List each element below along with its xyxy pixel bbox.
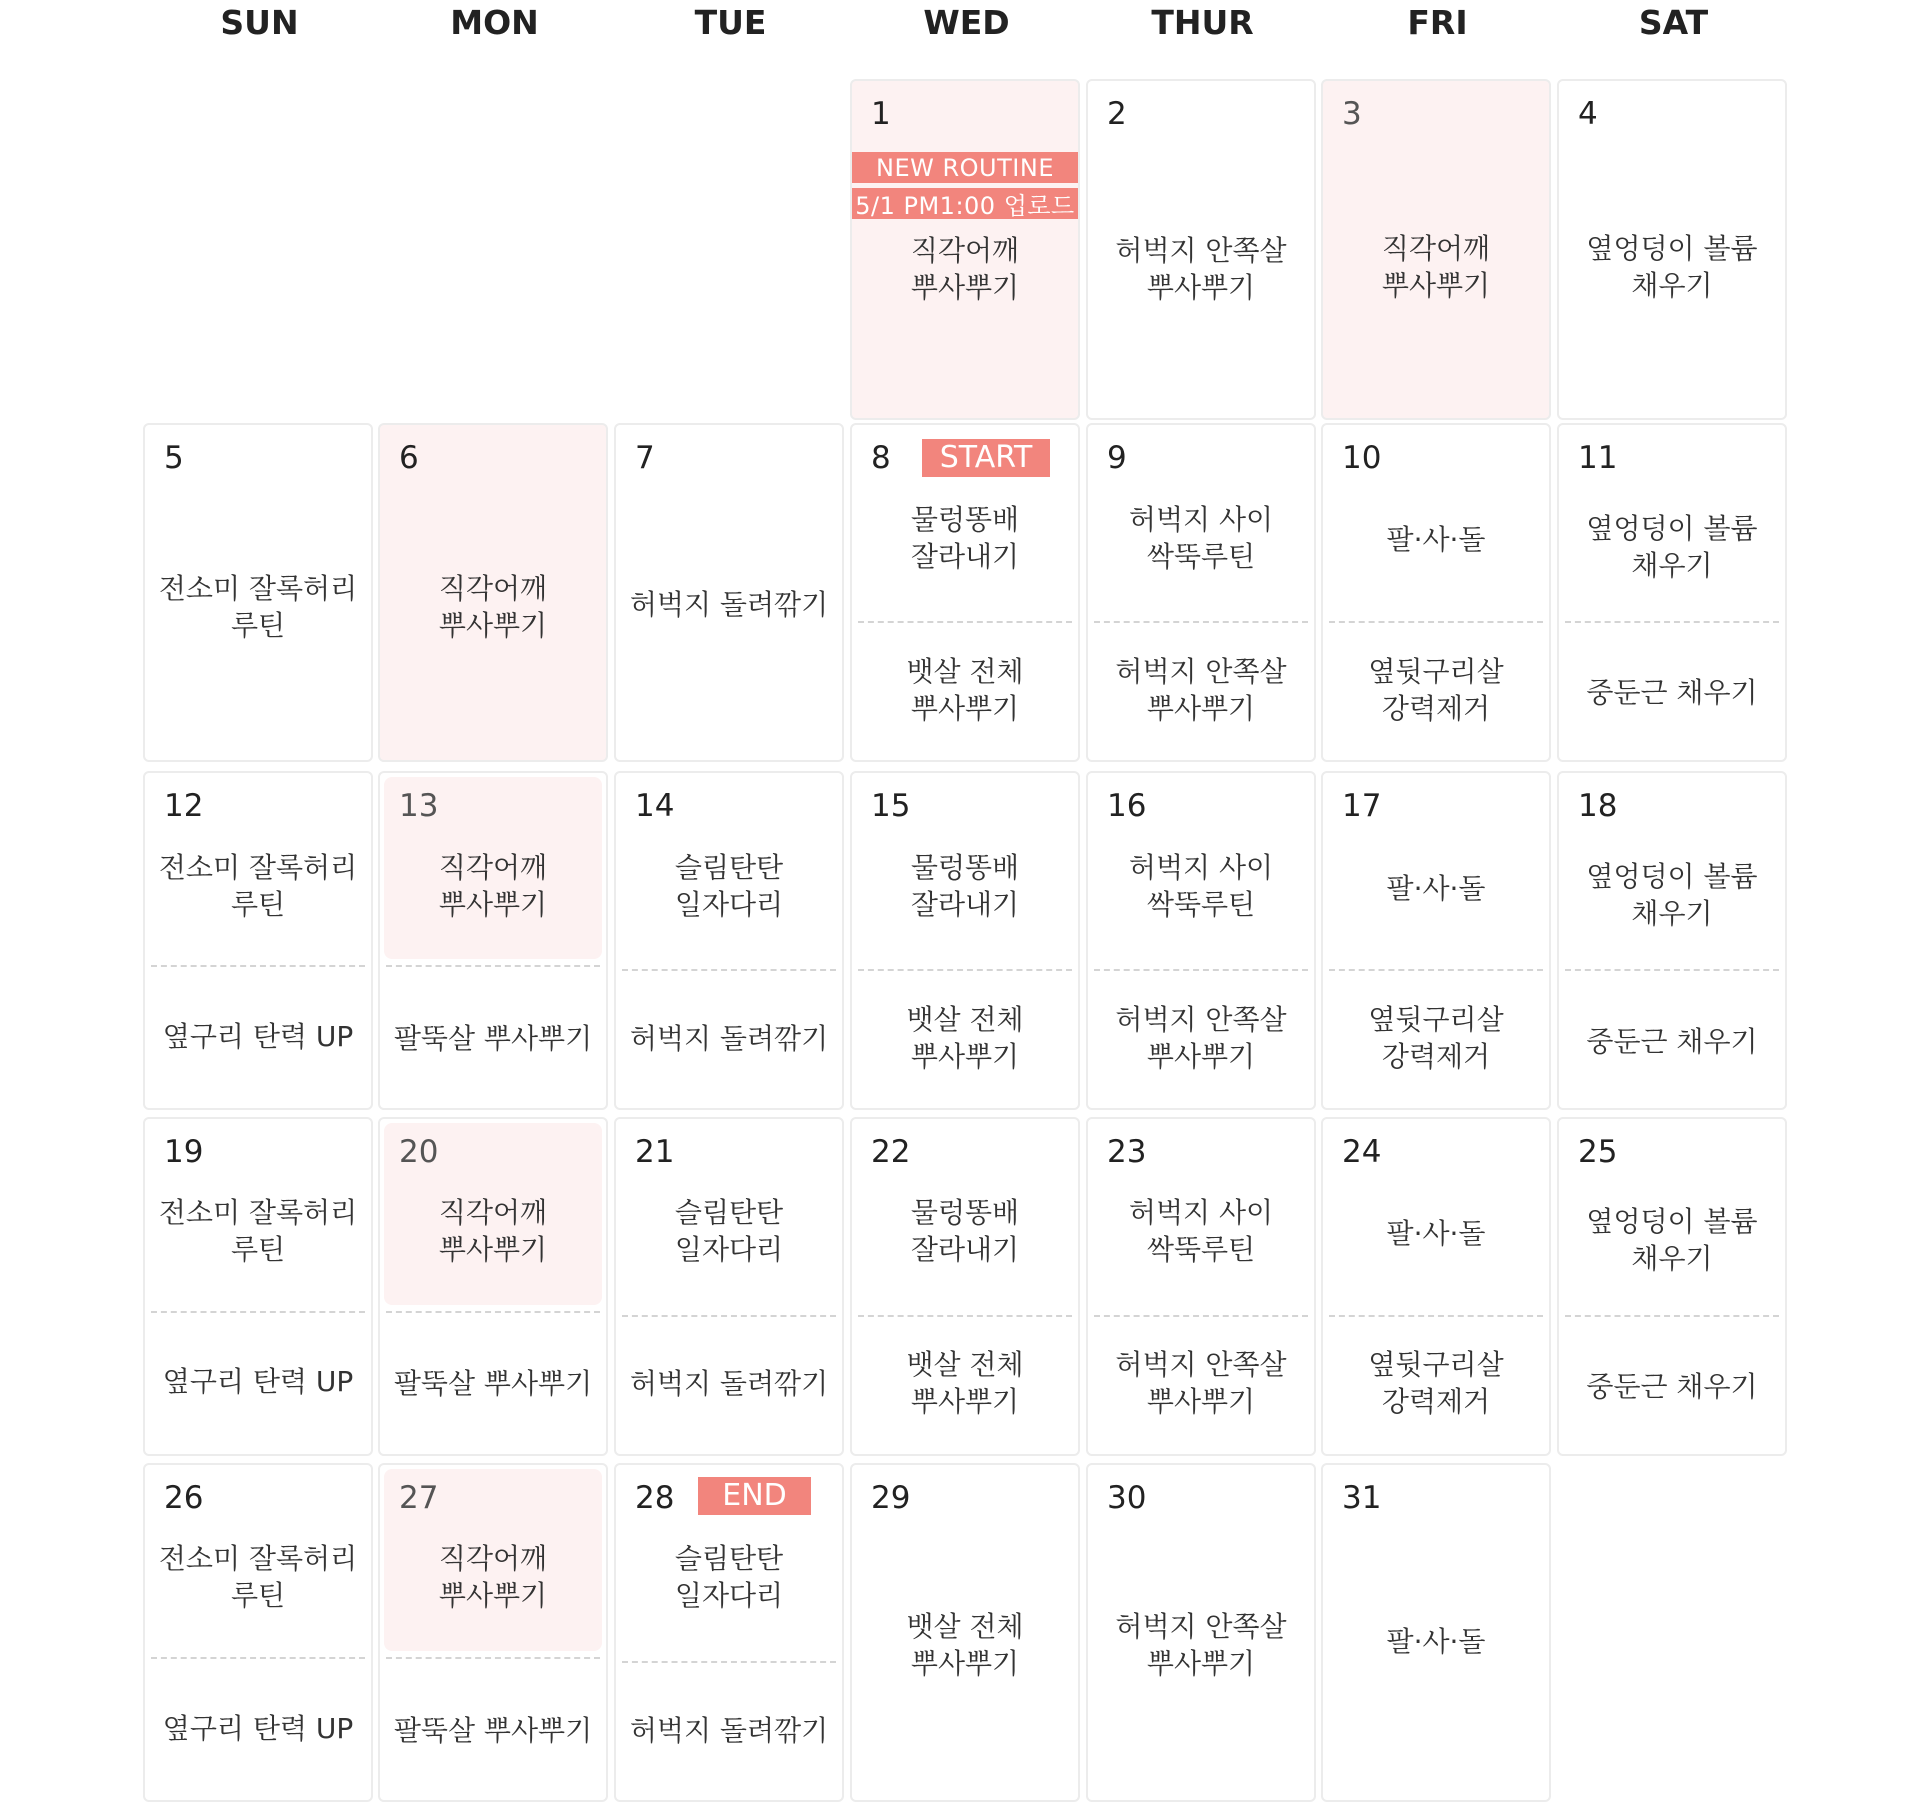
routine-text-top: 허벅지 사이 싹뚝루틴	[1128, 851, 1274, 921]
routine-divider	[1329, 621, 1543, 623]
routine-text-bottom: 옆뒷구리살 강력제거	[1368, 655, 1504, 725]
routine-text-top: 슬림탄탄 일자다리	[674, 851, 784, 921]
day-number: 21	[635, 1134, 675, 1170]
routine-text: 옆엉덩이 볼륨 채우기	[1586, 232, 1758, 302]
day-number: 8	[871, 440, 891, 476]
routine-text-bottom: 중둔근 채우기	[1586, 1025, 1758, 1058]
day-cell-9[interactable]	[1086, 423, 1316, 762]
day-number: 16	[1107, 788, 1147, 824]
day-number: 4	[1578, 96, 1598, 132]
day-number: 27	[399, 1480, 439, 1516]
routine-text-bottom: 허벅지 안쪽살 뿌사뿌기	[1115, 655, 1287, 725]
routine-text-bottom: 허벅지 돌려깎기	[629, 1367, 829, 1400]
day-number: 15	[871, 788, 911, 824]
routine-text: 직각어깨 뿌사뿌기	[1381, 232, 1491, 302]
day-cell-18[interactable]	[1557, 771, 1787, 1110]
day-number: 20	[399, 1134, 439, 1170]
routine-text-top: 허벅지 사이 싹뚝루틴	[1128, 503, 1274, 573]
weekday-mon: MON	[450, 2, 539, 42]
day-number: 18	[1578, 788, 1618, 824]
routine-divider	[386, 965, 600, 967]
day-number: 10	[1342, 440, 1382, 476]
routine-text: 허벅지 안쪽살 뿌사뿌기	[1115, 1610, 1287, 1680]
day-cell-29[interactable]	[850, 1463, 1080, 1802]
start-tag: START	[922, 439, 1050, 477]
routine-divider	[1565, 969, 1779, 971]
routine-text-top: 직각어깨 뿌사뿌기	[438, 851, 548, 921]
routine-text-top: 옆엉덩이 볼륨 채우기	[1586, 512, 1758, 582]
routine-divider	[622, 1661, 836, 1663]
routine-divider	[151, 1311, 365, 1313]
routine-text-bottom: 허벅지 돌려깎기	[629, 1022, 829, 1055]
routine-text-bottom: 팔뚝살 뿌사뿌기	[393, 1367, 593, 1400]
routine-text-bottom: 옆구리 탄력 UP	[162, 1020, 354, 1053]
day-cell-16[interactable]	[1086, 771, 1316, 1110]
routine-divider	[858, 621, 1072, 623]
routine-text-bottom: 허벅지 안쪽살 뿌사뿌기	[1115, 1348, 1287, 1418]
routine-divider	[858, 969, 1072, 971]
day-number: 7	[635, 440, 655, 476]
routine-text-bottom: 뱃살 전체 뿌사뿌기	[906, 655, 1024, 725]
day-cell-12[interactable]	[143, 771, 373, 1110]
routine-text-top: 슬림탄탄 일자다리	[674, 1542, 784, 1612]
routine-text: 팔·사·돌	[1386, 1625, 1486, 1658]
day-number: 3	[1342, 96, 1362, 132]
routine-text: 직각어깨 뿌사뿌기	[438, 572, 548, 642]
day-cell-28[interactable]	[614, 1463, 844, 1802]
routine-text-top: 직각어깨 뿌사뿌기	[438, 1542, 548, 1612]
routine-text-bottom: 옆구리 탄력 UP	[162, 1712, 354, 1745]
day-cell-3[interactable]	[1321, 79, 1551, 420]
routine-text-bottom: 옆뒷구리살 강력제거	[1368, 1003, 1504, 1073]
routine-divider	[1094, 1315, 1308, 1317]
day-number: 17	[1342, 788, 1382, 824]
new-routine-banner: NEW ROUTINE	[852, 152, 1078, 183]
day-cell-31[interactable]	[1321, 1463, 1551, 1802]
routine-text-bottom: 뱃살 전체 뿌사뿌기	[906, 1348, 1024, 1418]
day-cell-11[interactable]	[1557, 423, 1787, 762]
routine-text-top: 옆엉덩이 볼륨 채우기	[1586, 860, 1758, 930]
day-cell-5[interactable]	[143, 423, 373, 762]
weekday-sat: SAT	[1638, 2, 1709, 42]
day-cell-13[interactable]	[378, 771, 608, 1110]
day-number: 11	[1578, 440, 1618, 476]
weekday-sun: SUN	[220, 2, 299, 42]
day-cell-1[interactable]	[850, 79, 1080, 420]
routine-text-bottom: 중둔근 채우기	[1586, 1370, 1758, 1403]
routine-text-top: 슬림탄탄 일자다리	[674, 1196, 784, 1266]
routine-text-bottom: 허벅지 안쪽살 뿌사뿌기	[1115, 1003, 1287, 1073]
routine-divider	[622, 1315, 836, 1317]
day-number: 31	[1342, 1480, 1382, 1516]
routine-divider	[1329, 1315, 1543, 1317]
routine-text-top: 전소미 잘록허리 루틴	[158, 851, 358, 921]
routine-text-bottom: 옆구리 탄력 UP	[162, 1365, 354, 1398]
day-cell-15[interactable]	[850, 771, 1080, 1110]
routine-text-top: 팔·사·돌	[1386, 872, 1486, 905]
routine-divider	[858, 1315, 1072, 1317]
day-number: 12	[164, 788, 204, 824]
routine-divider	[386, 1657, 600, 1659]
routine-text-bottom: 허벅지 돌려깎기	[629, 1714, 829, 1747]
day-number: 30	[1107, 1480, 1147, 1516]
day-number: 26	[164, 1480, 204, 1516]
day-number: 28	[635, 1480, 675, 1516]
upload-time-banner: 5/1 PM1:00 업로드	[852, 188, 1078, 219]
day-number: 5	[164, 440, 184, 476]
day-cell-7[interactable]	[614, 423, 844, 762]
routine-text-top: 직각어깨 뿌사뿌기	[438, 1196, 548, 1266]
routine-text-top: 팔·사·돌	[1386, 523, 1486, 556]
routine-text-bottom: 뱃살 전체 뿌사뿌기	[906, 1003, 1024, 1073]
day-number: 6	[399, 440, 419, 476]
weekday-tue: TUE	[694, 2, 767, 42]
routine-text: 직각어깨 뿌사뿌기	[910, 234, 1020, 304]
day-cell-17[interactable]	[1321, 771, 1551, 1110]
day-number: 24	[1342, 1134, 1382, 1170]
routine-text-top: 옆엉덩이 볼륨 채우기	[1586, 1205, 1758, 1275]
routine-divider	[151, 965, 365, 967]
routine-text-bottom: 팔뚝살 뿌사뿌기	[393, 1022, 593, 1055]
routine-divider	[1094, 621, 1308, 623]
day-number: 22	[871, 1134, 911, 1170]
day-cell-23[interactable]	[1086, 1117, 1316, 1456]
routine-text-top: 물렁똥배 잘라내기	[910, 1196, 1020, 1266]
routine-text-top: 허벅지 사이 싹뚝루틴	[1128, 1196, 1274, 1266]
day-cell-4[interactable]	[1557, 79, 1787, 420]
day-number: 13	[399, 788, 439, 824]
routine-text-top: 전소미 잘록허리 루틴	[158, 1196, 358, 1266]
routine-divider	[151, 1657, 365, 1659]
day-cell-8[interactable]	[850, 423, 1080, 762]
routine-text-top: 물렁똥배 잘라내기	[910, 503, 1020, 573]
day-cell-6[interactable]	[378, 423, 608, 762]
routine-divider	[1565, 1315, 1779, 1317]
routine-text-top: 물렁똥배 잘라내기	[910, 851, 1020, 921]
end-tag: END	[698, 1477, 811, 1515]
day-number: 19	[164, 1134, 204, 1170]
routine-divider	[1329, 969, 1543, 971]
weekday-fri: FRI	[1407, 2, 1468, 42]
day-number: 29	[871, 1480, 911, 1516]
weekday-thur: THUR	[1151, 2, 1254, 42]
routine-text-bottom: 중둔근 채우기	[1586, 676, 1758, 709]
day-number: 23	[1107, 1134, 1147, 1170]
day-cell-21[interactable]	[614, 1117, 844, 1456]
day-number: 9	[1107, 440, 1127, 476]
routine-text-bottom: 옆뒷구리살 강력제거	[1368, 1348, 1504, 1418]
day-cell-19[interactable]	[143, 1117, 373, 1456]
routine-text-top: 전소미 잘록허리 루틴	[158, 1542, 358, 1612]
routine-text: 허벅지 돌려깎기	[629, 588, 829, 621]
routine-divider	[386, 1311, 600, 1313]
day-cell-2[interactable]	[1086, 79, 1316, 420]
routine-divider	[1094, 969, 1308, 971]
day-cell-20[interactable]	[378, 1117, 608, 1456]
routine-text: 뱃살 전체 뿌사뿌기	[906, 1610, 1024, 1680]
routine-text: 전소미 잘록허리 루틴	[158, 572, 358, 642]
routine-text: 허벅지 안쪽살 뿌사뿌기	[1115, 234, 1287, 304]
day-cell-10[interactable]	[1321, 423, 1551, 762]
routine-divider	[622, 969, 836, 971]
day-cell-27[interactable]	[378, 1463, 608, 1802]
day-cell-30[interactable]	[1086, 1463, 1316, 1802]
day-cell-24[interactable]	[1321, 1117, 1551, 1456]
day-number: 25	[1578, 1134, 1618, 1170]
day-cell-25[interactable]	[1557, 1117, 1787, 1456]
day-number: 1	[871, 96, 891, 132]
routine-divider	[1565, 621, 1779, 623]
routine-text-bottom: 팔뚝살 뿌사뿌기	[393, 1714, 593, 1747]
routine-text-top: 팔·사·돌	[1386, 1217, 1486, 1250]
weekday-wed: WED	[923, 2, 1010, 42]
day-number: 14	[635, 788, 675, 824]
day-cell-14[interactable]	[614, 771, 844, 1110]
day-cell-22[interactable]	[850, 1117, 1080, 1456]
day-cell-26[interactable]	[143, 1463, 373, 1802]
day-number: 2	[1107, 96, 1127, 132]
